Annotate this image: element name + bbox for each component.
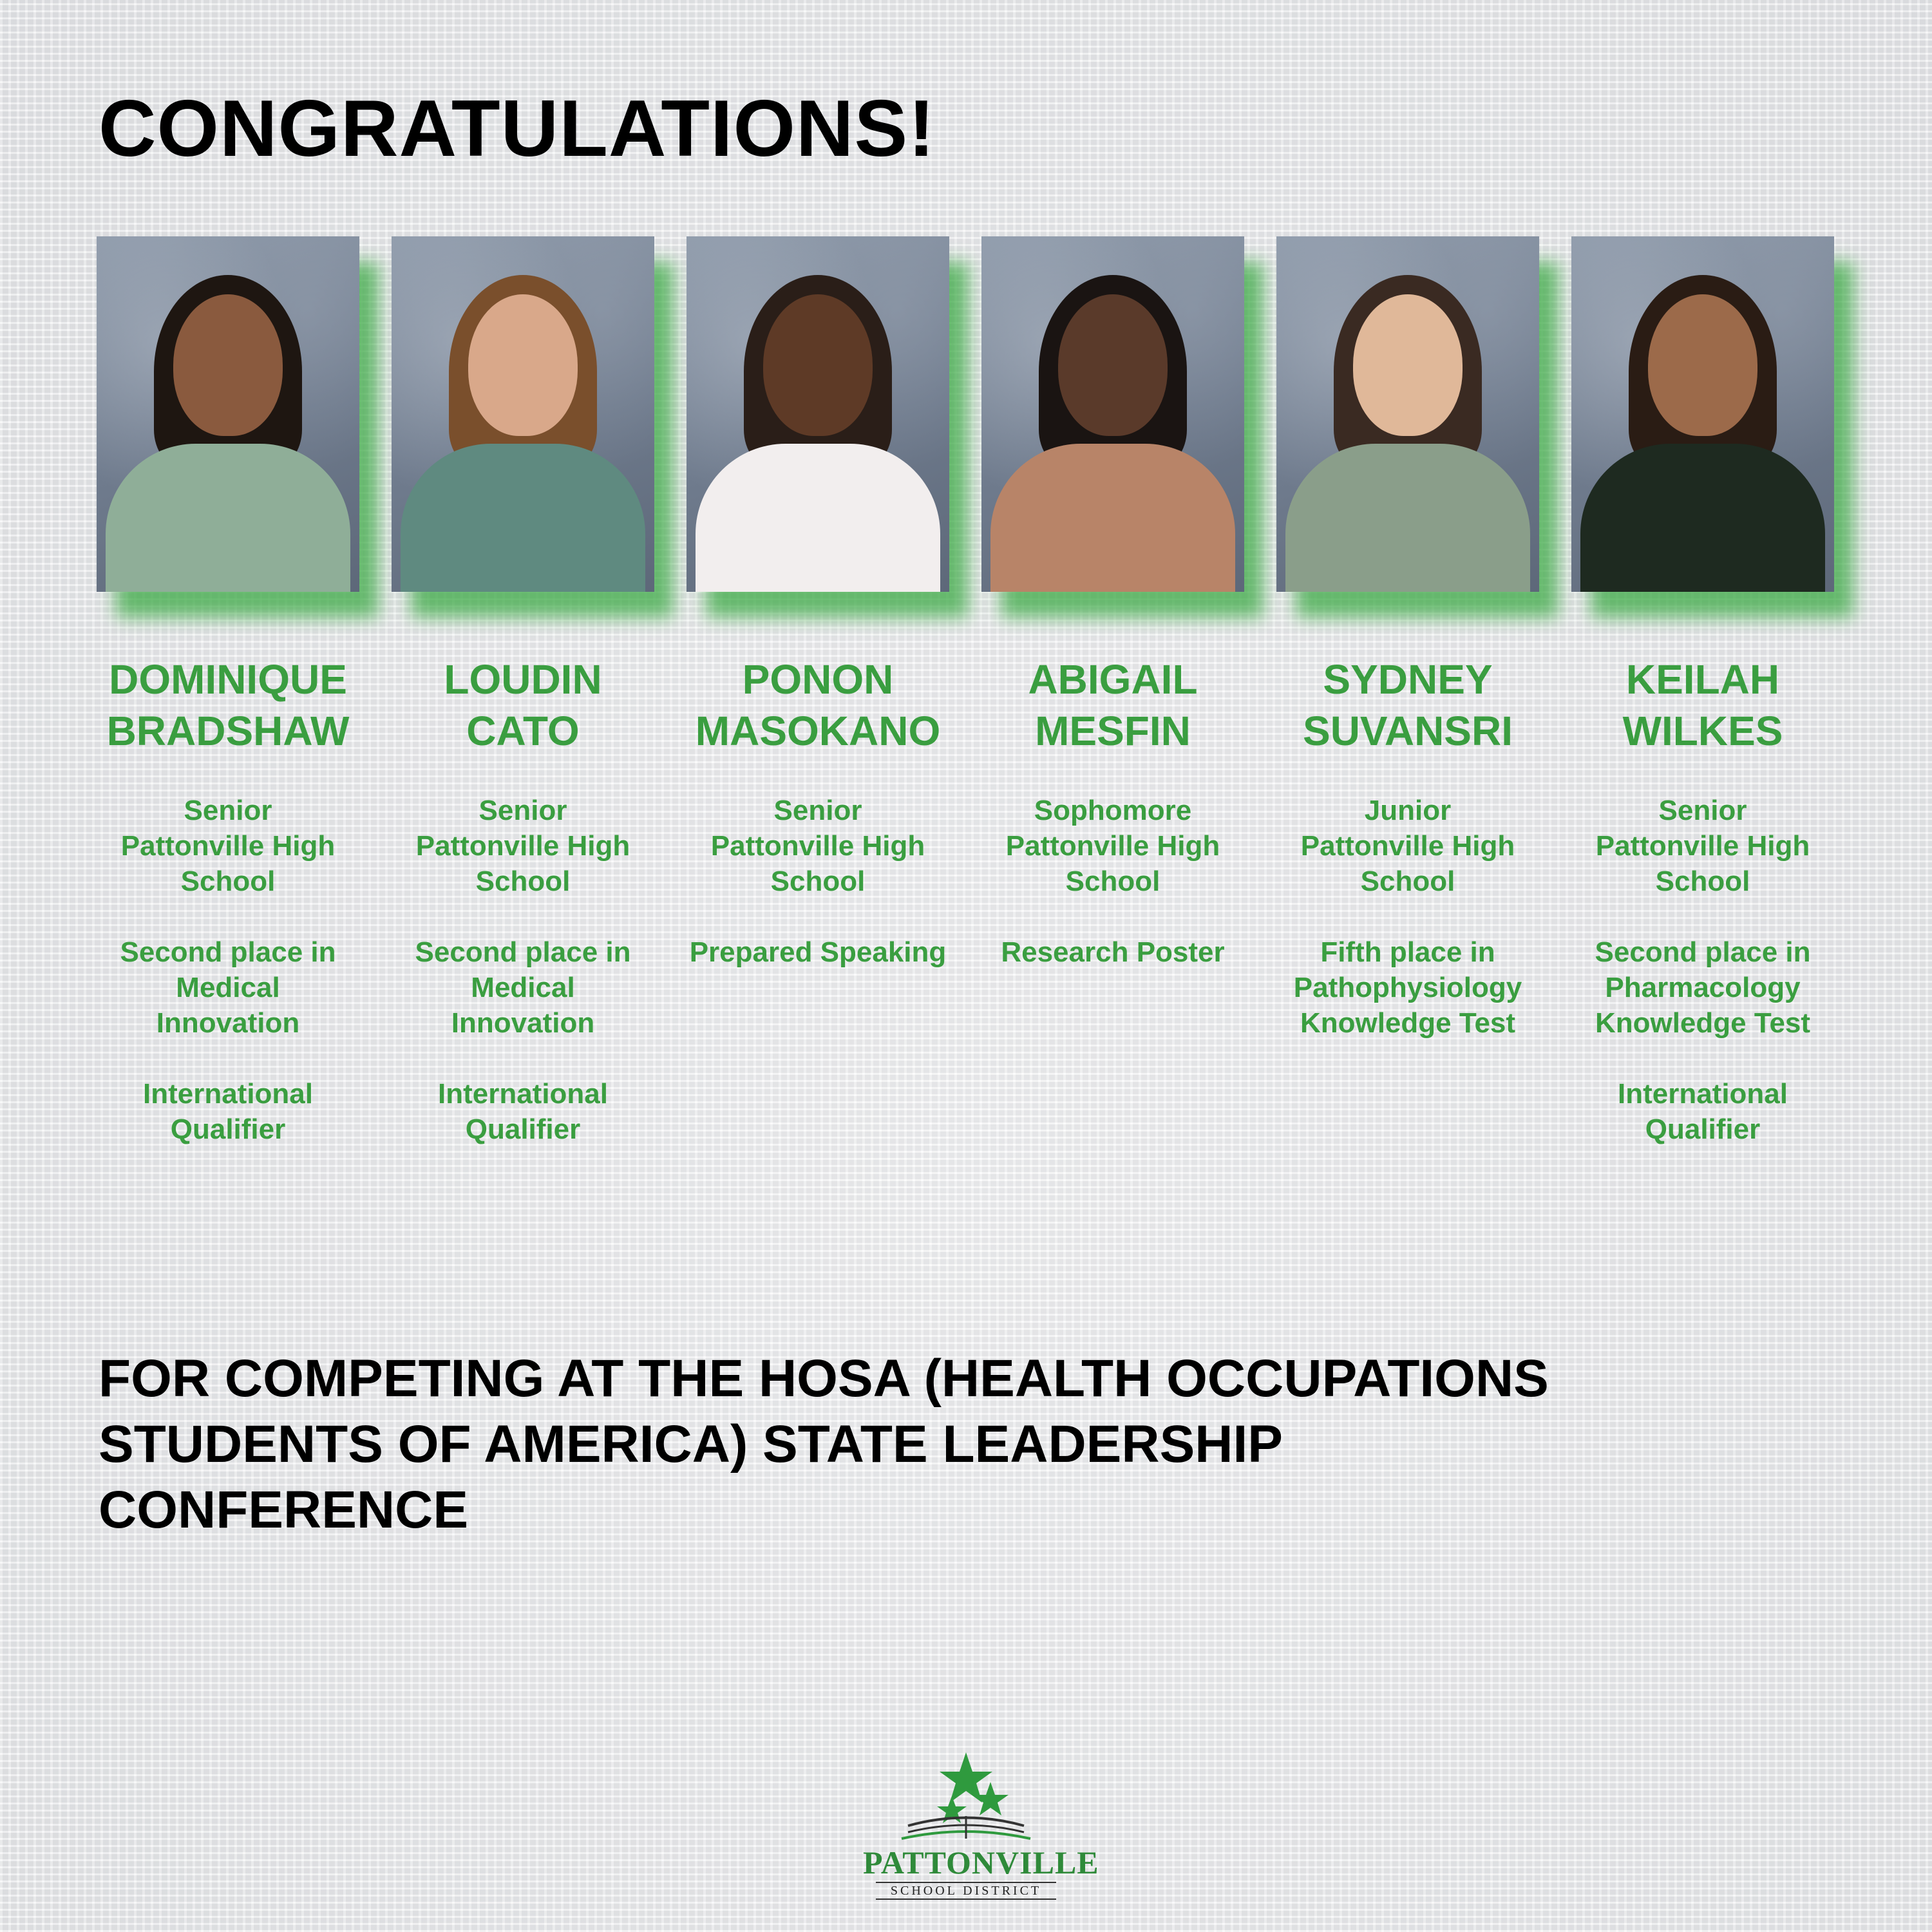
student-grade: Senior: [478, 795, 567, 826]
student-award: Fifth place in: [1320, 936, 1495, 968]
student-card-2: [381, 654, 665, 1147]
student-name: ABIGAIL MESFIN: [1028, 656, 1198, 754]
student-grade: Senior: [184, 795, 272, 826]
student-qualifier: Qualifier: [465, 1113, 581, 1145]
student-school: School: [1065, 866, 1160, 897]
student-award: Second place in: [120, 936, 336, 968]
event-description: FOR COMPETING AT THE HOSA (HEALTH OCCUPATIONS STUDENTS OF AMERICA) STATE LEADERSHIP CONFERENCE: [99, 1349, 1549, 1539]
student-award: Medical: [471, 972, 575, 1003]
student-school: Pattonville High: [1005, 830, 1220, 862]
photo-face: [1058, 294, 1168, 436]
student-award: Innovation: [451, 1007, 595, 1039]
student-qualifier: International: [1617, 1078, 1788, 1110]
student-award: Pathophysiology: [1293, 972, 1522, 1003]
photo-face: [1353, 294, 1463, 436]
student-award: Innovation: [156, 1007, 300, 1039]
student-award: Knowledge Test: [1595, 1007, 1811, 1039]
page-title: CONGRATULATIONS!: [99, 84, 936, 173]
student-name: LOUDIN CATO: [444, 656, 602, 754]
student-photo-6: [1571, 236, 1834, 592]
student-school: Pattonville High: [415, 830, 630, 862]
student-grade: Senior: [1658, 795, 1747, 826]
photo-face: [1648, 294, 1757, 436]
student-qualifier: International: [142, 1078, 314, 1110]
student-qualifier: Qualifier: [1645, 1113, 1761, 1145]
stars-and-book-icon: [863, 1748, 1069, 1845]
student-school: Pattonville High: [1595, 830, 1810, 862]
student-qualifier: International: [437, 1078, 609, 1110]
photo-shirt: [1580, 444, 1825, 592]
photo-shirt: [696, 444, 940, 592]
student-photo-4: [981, 236, 1244, 592]
district-logo: [863, 1748, 1099, 1903]
photo-face: [468, 294, 578, 436]
student-name: PONON MASOKANO: [695, 656, 941, 754]
student-award: Second place in: [415, 936, 631, 968]
student-photo-3: [687, 236, 949, 592]
student-school: School: [1360, 866, 1455, 897]
student-photo-2: [392, 236, 654, 592]
student-card-1: [86, 654, 370, 1147]
student-card-5: [1266, 654, 1549, 1041]
student-award: Pharmacology: [1605, 972, 1801, 1003]
student-name: DOMINIQUE BRADSHAW: [106, 656, 350, 754]
student-card-6: [1561, 654, 1844, 1147]
student-award: Research Poster: [1001, 936, 1225, 968]
student-school: Pattonville High: [120, 830, 336, 862]
photo-shirt: [106, 444, 350, 592]
student-school: School: [180, 866, 276, 897]
photo-face: [173, 294, 283, 436]
student-photo-5: [1276, 236, 1539, 592]
photo-face: [763, 294, 873, 436]
logo-subtitle: SCHOOL DISTRICT: [876, 1882, 1056, 1900]
student-qualifier: Qualifier: [170, 1113, 286, 1145]
student-award: Knowledge Test: [1300, 1007, 1516, 1039]
student-photo-1: [97, 236, 359, 592]
student-grade: Senior: [773, 795, 862, 826]
photo-shirt: [401, 444, 645, 592]
student-school: School: [770, 866, 866, 897]
student-name: SYDNEY SUVANSRI: [1303, 656, 1513, 754]
photo-shirt: [990, 444, 1235, 592]
student-school: School: [1655, 866, 1750, 897]
student-name: KEILAH WILKES: [1622, 656, 1783, 754]
student-grade: Sophomore: [1034, 795, 1192, 826]
photo-shirt: [1285, 444, 1530, 592]
student-card-3: [676, 654, 960, 970]
student-school: Pattonville High: [1300, 830, 1515, 862]
student-award: Prepared Speaking: [689, 936, 947, 968]
student-school: Pattonville High: [710, 830, 925, 862]
student-grade: Junior: [1364, 795, 1452, 826]
student-card-4: [971, 654, 1255, 970]
student-school: School: [475, 866, 571, 897]
student-award: Second place in: [1595, 936, 1811, 968]
logo-name: PATTONVILLE: [863, 1844, 1099, 1880]
student-award: Medical: [176, 972, 280, 1003]
